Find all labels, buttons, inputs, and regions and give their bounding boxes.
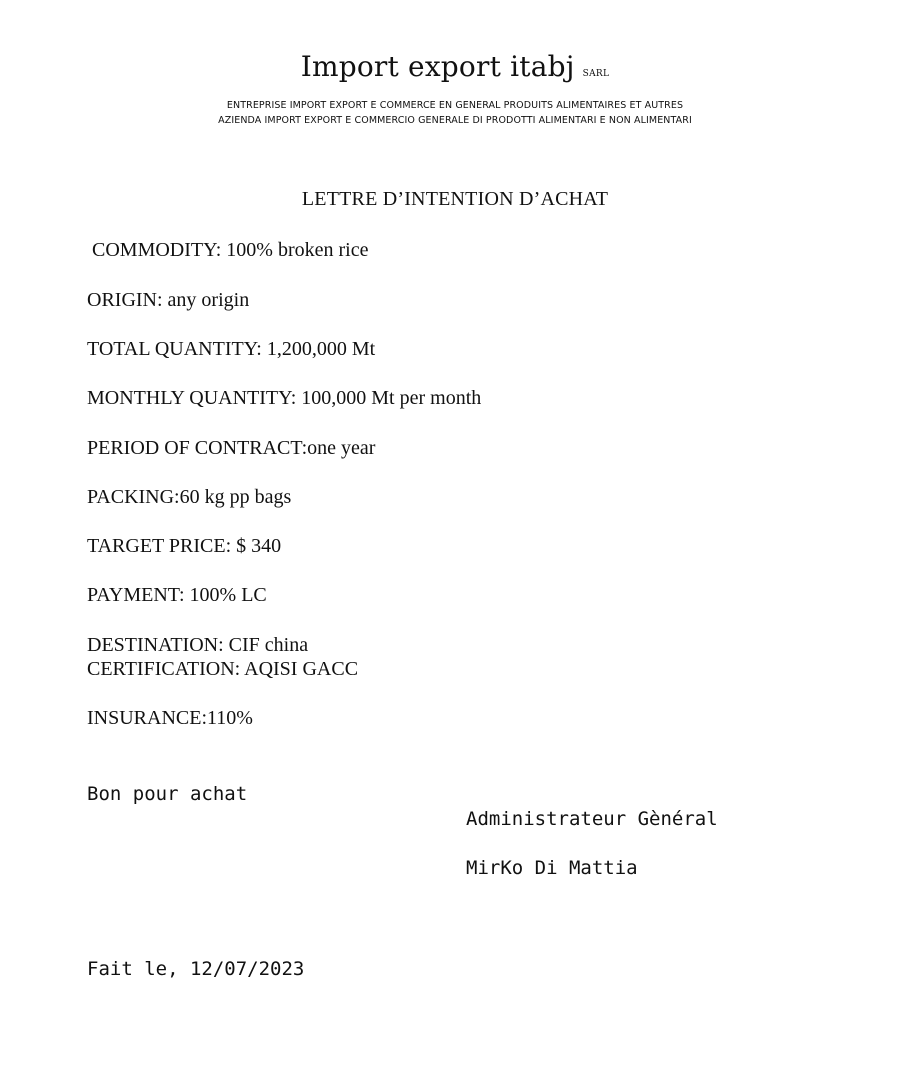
commodity-line: COMMODITY: 100% broken rice [92, 239, 369, 261]
target-price-line: TARGET PRICE: $ 340 [87, 535, 282, 557]
packing-line: PACKING:60 kg pp bags [87, 486, 292, 508]
origin-line: ORIGIN: any origin [87, 289, 250, 311]
tagline-italian: AZIENDA IMPORT EXPORT E COMMERCIO GENERALE DI PRODOTTI ALIMENTARI E NON ALIMENTARI [218, 115, 692, 126]
payment-line: PAYMENT: 100% LC [87, 584, 267, 606]
document-title: LETTRE D’INTENTION D’ACHAT [301, 188, 609, 210]
signatory-title: Administrateur Gènéral [466, 808, 718, 830]
date-line: Fait le, 12/07/2023 [87, 958, 305, 980]
company-name: Import export itabj [300, 50, 575, 83]
contract-period-line: PERIOD OF CONTRACT:one year [87, 437, 376, 459]
company-line [301, 50, 610, 83]
tagline-french: ENTREPRISE IMPORT EXPORT E COMMERCE EN GENERAL PRODUITS ALIMENTAIRES ET AUTRES [226, 100, 684, 111]
certification-line: CERTIFICATION: AQISI GACC [87, 658, 359, 680]
monthly-quantity-line: MONTHLY QUANTITY: 100,000 Mt per month [87, 387, 482, 409]
destination-line: DESTINATION: CIF china [87, 634, 309, 656]
insurance-line: INSURANCE:110% [87, 707, 253, 729]
total-quantity-line: TOTAL QUANTITY: 1,200,000 Mt [87, 338, 376, 360]
signatory-name: MirKo Di Mattia [466, 857, 638, 879]
letterhead [0, 50, 910, 128]
company-suffix: SARL [582, 69, 610, 79]
approval-note: Bon pour achat [87, 783, 248, 805]
